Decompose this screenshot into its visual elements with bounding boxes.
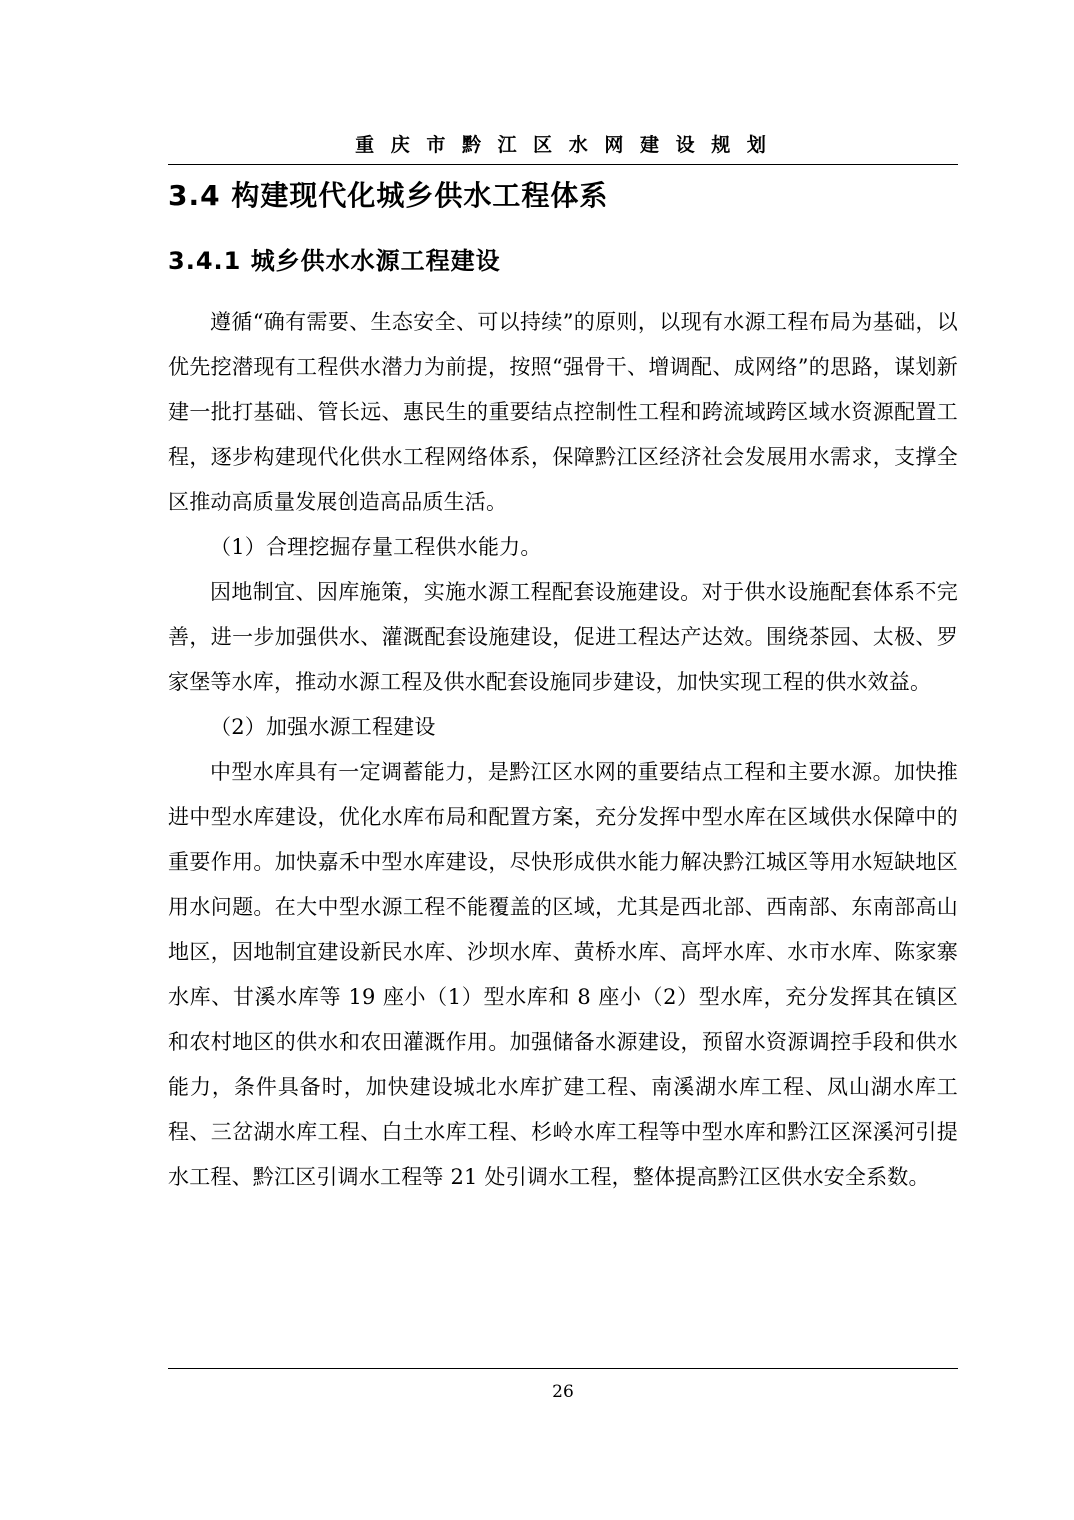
section-heading-2: 3.4.1 城乡供水水源工程建设: [168, 247, 501, 275]
paragraph: （1）合理挖掘存量工程供水能力。: [210, 535, 542, 559]
paragraph: 中型水库具有一定调蓄能力，是黔江区水网的重要结点工程和主要水源。加快推进中型水库建设，优化水库布局和配置方案，充分发挥中型水库在区域供水保障中的重要作用。加快嘉禾中型水库建设，尽快形成供水能力解决黔江城区等用水短缺地区用水问题。在大中型水源工程不能覆盖的区域，尤其是西北部、西南部、东南部高山地区，因地制宜建设新民水库、沙坝水库、黄桥水库、高坪水库、水市水库、陈家寨水库、甘溪水库等 19 座小（1）型水库和 8 座小（2）型水库，充分发挥其在镇区和农村地区的供水和农田灌溉作用。加强储备水源建设，预留水资源调控手段和供水能力，条件具备时，加快建设城北水库扩建工程、南溪湖水库工程、凤山湖水库工程、三岔湖水库工程、白土水库工程、杉岭水库工程等中型水库和黔江区深溪河引提水工程、黔江区引调水工程等 21 处引调水工程，整体提高黔江区供水安全系数。: [168, 760, 958, 1189]
running-header: [168, 130, 958, 165]
header-divider: [168, 164, 958, 165]
running-header-text: 重 庆 市 黔 江 区 水 网 建 设 规 划: [355, 134, 771, 156]
paragraph: （2）加强水源工程建设: [210, 715, 436, 739]
paragraph: 因地制宜、因库施策，实施水源工程配套设施建设。对于供水设施配套体系不完善，进一步加强供水、灌溉配套设施建设，促进工程达产达效。围绕茶园、太极、罗家堡等水库，推动水源工程及供水配套设施同步建设，加快实现工程的供水效益。: [168, 580, 958, 694]
page-content: [168, 0, 958, 1520]
section-heading-1: 3.4 构建现代化城乡供水工程体系: [168, 179, 609, 212]
footer-divider: [168, 1368, 958, 1369]
page-number: 26: [552, 1382, 574, 1402]
paragraph: 遵循“确有需要、生态安全、可以持续”的原则，以现有水源工程布局为基础，以优先挖潜现有工程供水潜力为前提，按照“强骨干、增调配、成网络”的思路，谋划新建一批打基础、管长远、惠民生的重要结点控制性工程和跨流域跨区域水资源配置工程，逐步构建现代化供水工程网络体系，保障黔江区经济社会发展用水需求，支撑全区推动高质量发展创造高品质生活。: [168, 310, 958, 514]
body-text: [168, 300, 958, 1200]
